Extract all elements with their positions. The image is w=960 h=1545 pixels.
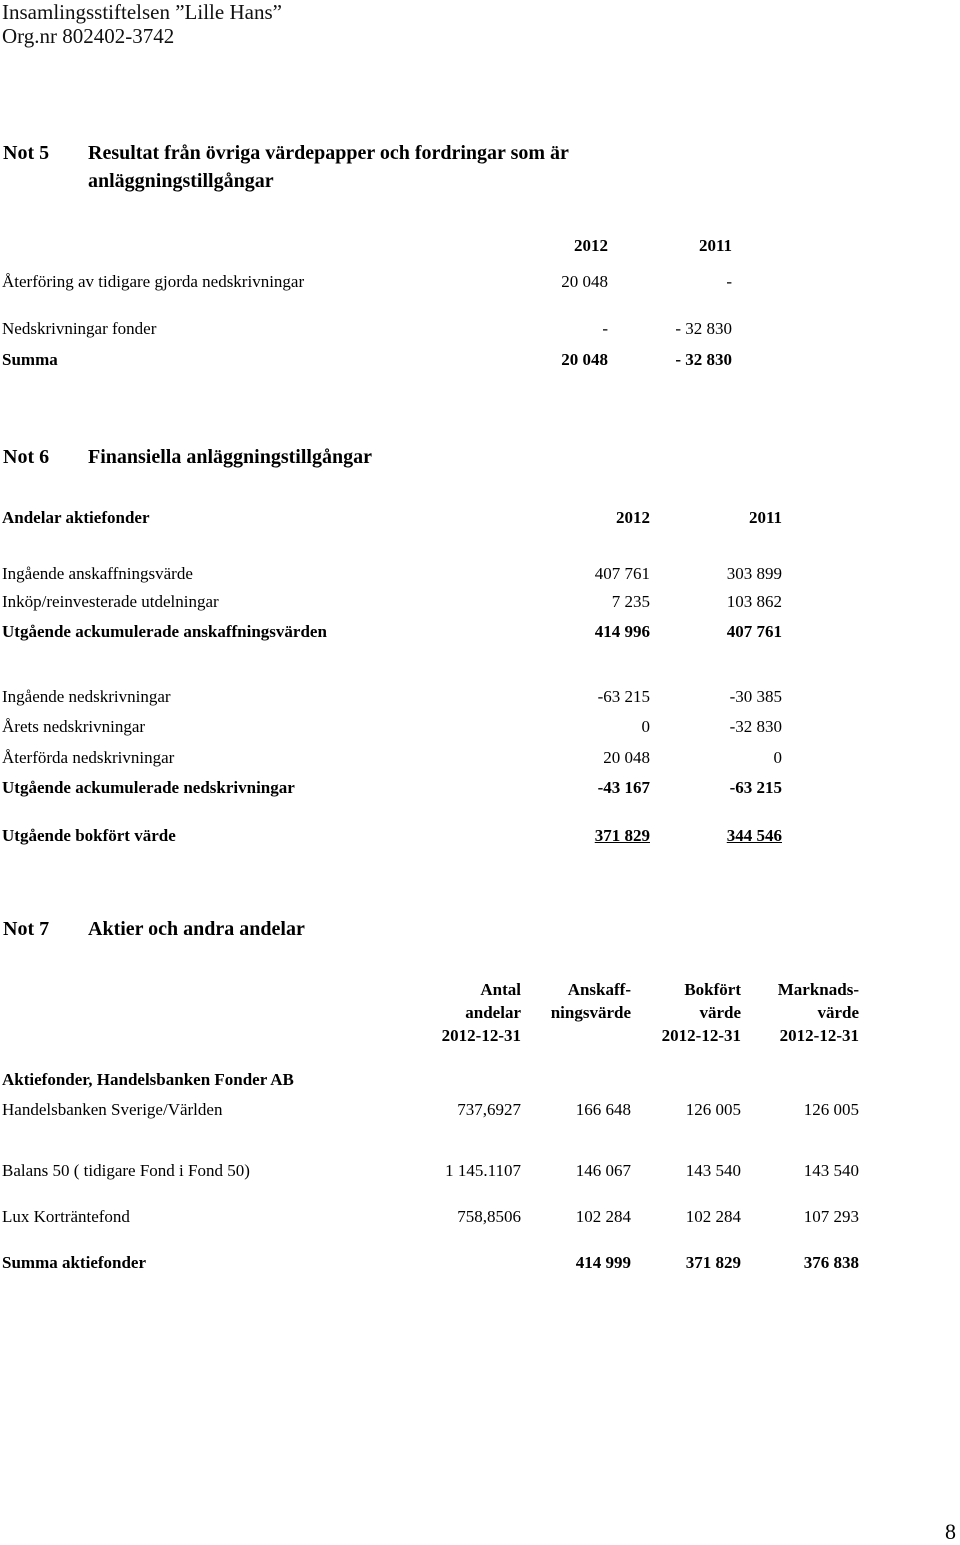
note-5-sum-label: Summa [2,350,58,369]
note-7-row-bokfort: 126 005 [685,1100,741,1119]
note-7-row-anskaff: 102 284 [575,1207,631,1226]
note-7-number: Not 7 [3,918,50,940]
note-6-row-2012: 7 235 [611,592,650,611]
note-6-row-2011: 303 899 [726,564,782,583]
note-7-row-label: Handelsbanken Sverige/Världen [2,1100,223,1119]
note-7-row-label: Balans 50 ( tidigare Fond i Fond 50) [2,1161,250,1180]
note-6-row-label: Årets nedskrivningar [2,717,146,736]
column-header-bokfort-varde: Bokfört värde 2012-12-31 [661,980,741,1045]
note-7-total-anskaff: 414 999 [575,1253,631,1272]
note-7-row-antal: 758,8506 [457,1207,521,1226]
note-6-section-label: Andelar aktiefonder [2,508,150,527]
note-7-row-anskaff: 166 648 [575,1100,631,1119]
note-6-subtotal-2011: -63 215 [729,778,782,797]
note-7-row-label: Lux Korträntefond [2,1207,130,1226]
note-5-row-label: Nedskrivningar fonder [2,319,157,338]
note-7-total-label: Summa aktiefonder [2,1253,147,1272]
note-5-row-2012: 20 048 [561,272,608,291]
column-header-antal-andelar: Antal andelar 2012-12-31 [441,980,521,1045]
note-6-total-2011: 344 546 [726,826,782,845]
note-6-row-2011: 0 [773,748,782,767]
note-7-title: Aktier och andra andelar [88,918,305,940]
note-6-year-2011: 2011 [748,508,782,527]
page-number: 8 [945,1519,956,1544]
note-5-year-2012: 2012 [574,236,608,255]
note-6-total-label: Utgående bokfört värde [2,826,176,845]
note-7-row-bokfort: 102 284 [685,1207,741,1226]
note-6-row-2012: 20 048 [603,748,650,767]
note-7-row-marknad: 126 005 [803,1100,859,1119]
column-header-anskaffningsvarde: Anskaff- ningsvärde [550,980,631,1022]
note-6-row-2012: -63 215 [597,687,650,706]
note-5-year-2011: 2011 [698,236,732,255]
note-5-row-2011: - 32 830 [675,319,732,338]
note-6-total-2012: 371 829 [594,826,650,845]
note-7-group-label: Aktiefonder, Handelsbanken Fonder AB [2,1070,294,1089]
note-5-row-2012: - [602,319,608,338]
note-7-total-bokfort: 371 829 [685,1253,741,1272]
note-6-row-2011: -32 830 [729,717,782,736]
note-6-row-2011: 103 862 [726,592,782,611]
note-6-subtotal-2011: 407 761 [726,622,782,641]
note-5-title-line1: Resultat från övriga värdepapper och fordringar som är [88,142,569,164]
note-6-subtotal-label: Utgående ackumulerade anskaffningsvärden [2,622,327,641]
note-7-row-bokfort: 143 540 [685,1161,741,1180]
note-7-row-marknad: 143 540 [803,1161,859,1180]
note-6-row-label: Ingående anskaffningsvärde [2,564,193,583]
note-6-row-label: Ingående nedskrivningar [2,687,171,706]
note-6-row-label: Inköp/reinvesterade utdelningar [2,592,219,611]
note-6-subtotal-2012: -43 167 [597,778,650,797]
note-6-subtotal-2012: 414 996 [594,622,650,641]
note-7-total-marknad: 376 838 [803,1253,859,1272]
note-6-subtotal-label: Utgående ackumulerade nedskrivningar [2,778,295,797]
note-5-number: Not 5 [3,142,50,164]
column-header-marknadsvarde: Marknads- värde 2012-12-31 [777,980,859,1045]
note-6-title: Finansiella anläggningstillgångar [88,446,372,468]
note-6-row-2012: 407 761 [594,564,650,583]
organization-name: Insamlingsstiftelsen ”Lille Hans” [2,0,282,24]
note-7-row-antal: 737,6927 [457,1100,521,1119]
note-7-row-antal: 1 145.1107 [445,1161,521,1180]
note-7-row-marknad: 107 293 [803,1207,859,1226]
organization-number: Org.nr 802402-3742 [2,24,175,48]
note-6-row-2012: 0 [641,717,650,736]
note-7-row-anskaff: 146 067 [575,1161,631,1180]
note-5-row-2011: - [726,272,732,291]
note-6-number: Not 6 [3,446,50,468]
note-6-row-2011: -30 385 [729,687,782,706]
note-5-sum-2011: - 32 830 [675,350,732,369]
note-5-title-line2: anläggningstillgångar [88,170,274,192]
note-5-row-label: Återföring av tidigare gjorda nedskrivningar [2,272,305,291]
note-6-row-label: Återförda nedskrivningar [2,748,175,767]
note-6-year-2012: 2012 [616,508,650,527]
note-5-sum-2012: 20 048 [561,350,608,369]
